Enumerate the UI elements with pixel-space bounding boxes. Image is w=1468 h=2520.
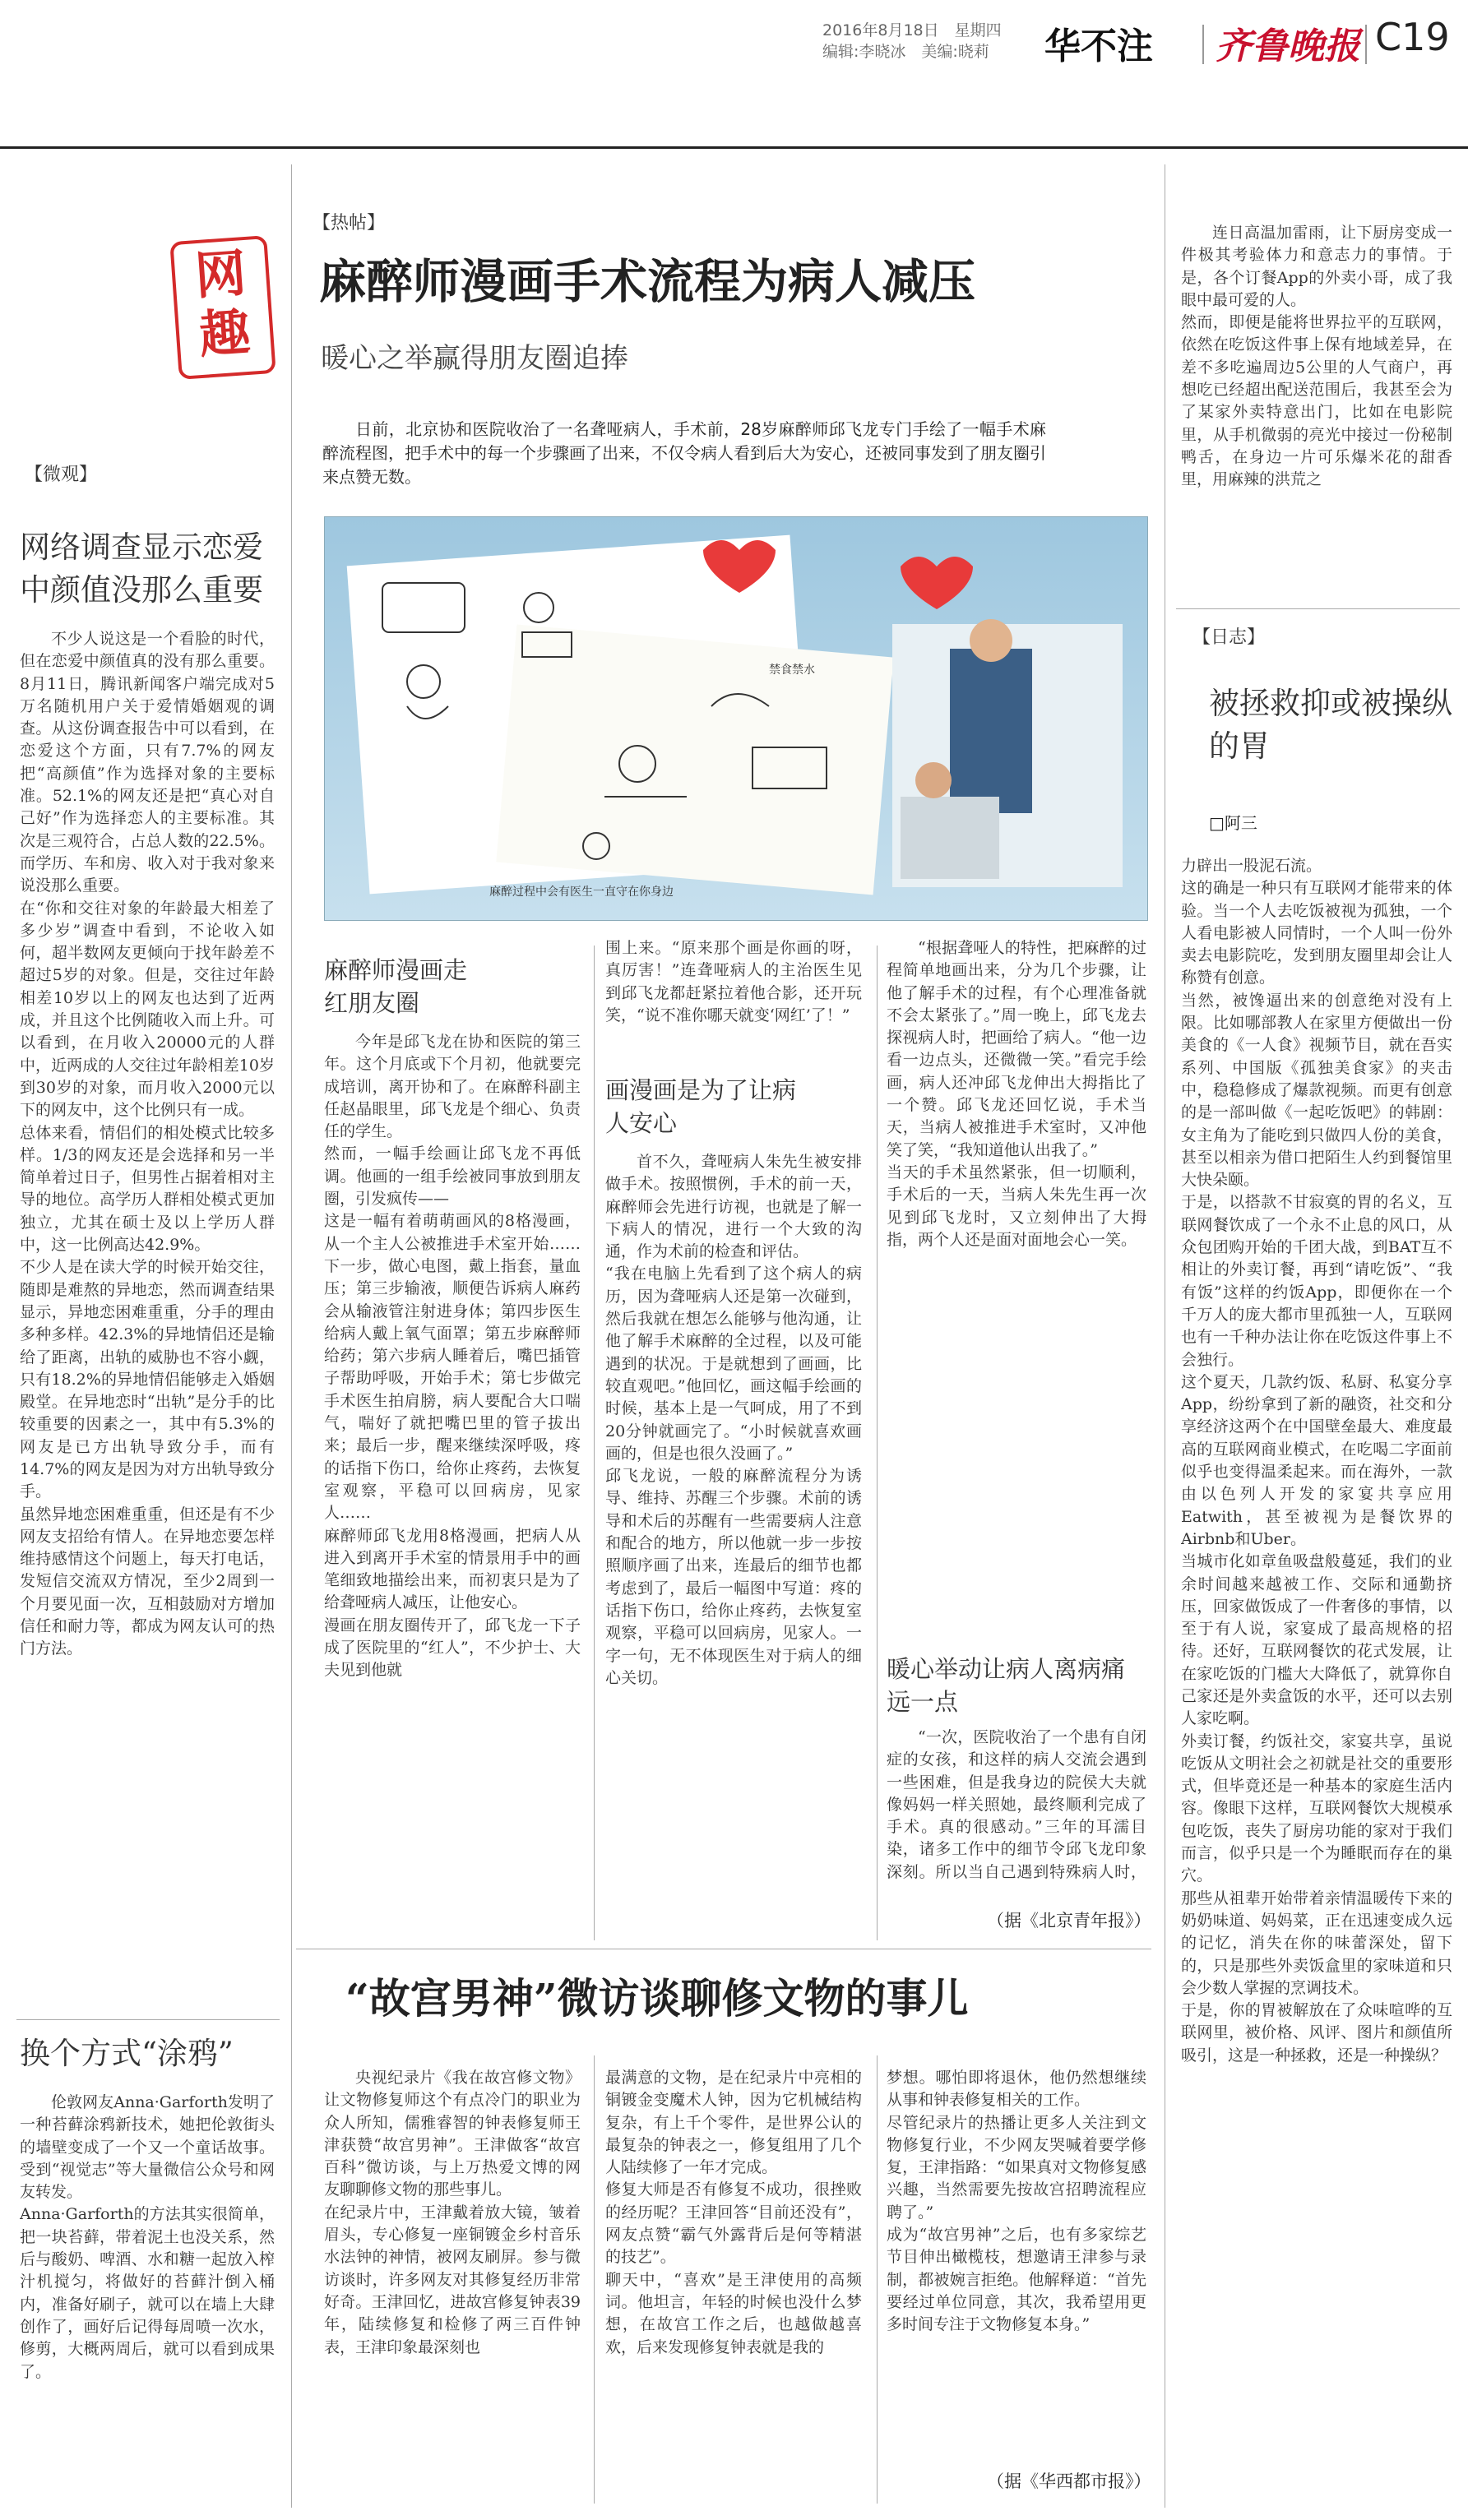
main-col2-body: 首不久，聋哑病人朱先生被安排做手术。按照惯例，手术的前一天，麻醉师会先进行访视，也就是了解一下病人的情况，进行一个大致的沟通，作为术前的检查和评估。 “我在电脑上先看到了这个病人的病历，因为聋哑病人还是第一次碰到，然后我就在想怎么能够与他沟通，让他了解手术麻醉的全过程，以及可能遇到的状况。于是就想到了画画，比较直观吧。”他回忆，画这幅手绘画的时候，基本上是一气呵成，用了不到20分钟就画完了。“小时候就喜欢画画的，但是也很久没画了。” 邱飞龙说，一般的麻醉流程分为诱导、维持、苏醒三个步骤。术前的诱导和术后的苏醒有一些需要病人注意和配合的地方，所以他就一步一步按照顺序画了出来，连最后的细节也都考虑到了，最后一幅图中写道：疼的话指下伤口，给你止疼药，去恢复室观察，平稳可以回病房，见家人。一字一句，无不体现医生对于病人的细心关切。	[605, 1153, 862, 1687]
comic-caption-right: 麻醉过程中会有医生一直守在你身边	[489, 885, 674, 899]
main-tag: 【热帖】	[313, 213, 386, 234]
left-tag: 【微观】	[25, 465, 98, 485]
patient-bed	[901, 797, 999, 879]
col-divider-left	[291, 164, 292, 2508]
right-separator	[1176, 608, 1460, 609]
header-divider	[1202, 25, 1204, 64]
col-divider-d	[877, 2055, 878, 2504]
newspaper-logo: 齐鲁晚报	[1216, 25, 1360, 67]
stamp-char-1: 网	[192, 243, 248, 307]
right-body: 力辟出一股泥石流。 这的确是一种只有互联网才能带来的体验。当一个人去吃饭被视为孤独，一个人看电影被人同情时，一个人叫一份外卖去电影院吃，发到朋友圈里却会让人称赞有创意。 当然，被馋逼出来的创意绝对没有上限。比如哪部教人在家里方便做出一份美食的《一人食》视频节目，就在吾实系列、中国版《孤独美食家》的夹击中，稳稳修成了爆款视频。而更有创意的是一部叫做《一起吃饭吧》的韩剧：女主角为了能吃到只做四人份的美食，甚至以相亲为借口把陌生人约到餐馆里大快朵颐。 于是，以搭款不甘寂寞的胃的名义，互联网餐饮成了一个永不止息的风口，从众包团购开始的千团大战，到BAT互不相让的外卖订餐，再到“请吃饭”、“我有饭”这样的约饭App，即便你在一个千万人的庞大都市里孤独一人，互联网也有一千种办法让你在吃饭这件事上不会独行。 这个夏天，几款约饭、私厨、私宴分享App，纷纷拿到了新的融资，社交和分享经济这两个在中国壁垒最大、难度最高的互联网商业模式，在吃喝二字面前似乎也变得温柔起来。而在海外，一款由以色列人开发的家宴共享应用Eatwith，甚至被视为是餐饮界的Airbnb和Uber。 当城市化如章鱼吸盘般蔓延，我们的业余时间越来越被工作、交际和通勤挤压，回家做饭成了一件奢侈的事情，以至于有人说，家宴成了最高规格的招待。还好，互联网餐饮的花式发展，让在家吃饭的门槛大大降低了，就算你自己家还是外卖盒饭的水平，还可以去别人家吃啊。 外卖订餐，约饭社交，家宴共享，虽说吃饭从文明社会之初就是社交的重要形式，但毕竟还是一种基本的家庭生活内容。像眼下这样，互联网餐饮大规模承包吃饭，丧失了厨房功能的家对于我们而言，似乎只是一个为睡眠而存在的巢穴。 那些从祖辈开始带着亲情温暖传下来的奶奶味道、妈妈菜，正在迅速变成久远的记忆，消失在你的味蕾深处，留下的，只是那些外卖饭盒里的家味道和只会少数人掌握的烹调技术。 于是，你的胃被解放在了众味喧哗的互联网里，被价格、风评、图片和颜值所吸引，这是一种拯救，还是一种操纵？	[1181, 857, 1452, 2065]
main-col3-subhead: 暖心举动让病人离病痛远一点	[887, 1655, 1126, 1716]
page-number: C19	[1375, 15, 1450, 59]
editors-credit: 编辑:李晓冰 美编:晓莉	[822, 43, 989, 61]
doctor-figure	[950, 649, 1032, 813]
col-divider-a	[594, 946, 595, 1940]
main-col3-body: “根据聋哑人的特性，把麻醉的过程简单地画出来，分为几个步骤，让他了解手术的过程，有个心理准备就不会太紧张了。”周一晚上，邱飞龙去探视病人时，把画给了病人。“他一边看一边点头，还微微一笑。”看完手绘画，病人还冲邱飞龙伸出大拇指比了一个赞。邱飞龙还回忆说，手术当天，当病人被推进手术室时，又冲他笑了笑，“我知道他认出我了。” 当天的手术虽然紧张，但一切顺利，手术后的一天，当病人朱先生再一次见到邱飞龙时，又立刻伸出了大拇指，两个人还是面对面地会心一笑。	[887, 939, 1146, 1249]
doctor-head	[970, 619, 1012, 662]
right-tag: 【日志】	[1192, 627, 1266, 648]
header-rule	[0, 146, 1468, 149]
left-headline: 网络调查显示恋爱中颜值没那么重要	[20, 529, 263, 608]
main-col3-body-2-visible: “一次，医院收治了一个患有自闭症的女孩，和这样的病人交流会遇到一些困难，但是我身边的院侯大夫就像妈妈一样关照她，最终顺利完成了手术。真的很感动。”三年的耳濡目染，诸多工作中的细节令邱飞龙印象深刻。所以当自己遇到特殊病人时，	[887, 1728, 1146, 1881]
patient-head	[915, 762, 952, 798]
left-body: 不少人说这是一个看脸的时代，但在恋爱中颜值真的没有那么重要。8月11日，腾讯新闻客户端完成对5万名随机用户关于爱情婚姻观的调查。从这份调查报告中可以看到，在恋爱这个方面，只有7.7%的网友把“高颜值”作为选择对象的主要标准。52.1%的网友还是把“真心对自己好”作为选择恋人的主要标准。其次是三观符合，占总人数的22.5%。而学历、车和房、收入对于我对象来说没那么重要。 在“你和交往对象的年龄最大相差了多少岁”调查中看到，不论收入如何，超半数网友更倾向于找年龄差不超过5岁的对象。但是，交往过年龄相差10岁以上的网友也达到了近两成，并且这个比例随收入而上升。可以看到，在月收入20000元的人群中，近两成的人交往过年龄相差10岁到30岁的对象，而月收入2000元以下的网友中，这个比例只有一成。 总体来看，情侣们的相处模式比较多样。1/3的网友还是会选择和另一半简单着过日子，但男性占据着相对主导的地位。高学历人群相处模式更加独立，尤其在硕士及以上学历人群中，这一比例高达42.9%。 不少人是在读大学的时候开始交往，随即是难熬的异地恋，然而调查结果显示，异地恋困难重重，分手的理由多种多样。42.3%的异地情侣还是输给了距离，出轨的威胁也不容小觑，只有18.2%的异地情侣能够走入婚姻殿堂。在异地恋时“出轨”是分手的比较重要的因素之一，其中有5.3%的网友是已方出轨导致分手，而有14.7%的网友是因为对方出轨导致分手。 虽然异地恋困难重重，但还是有不少网友支招给有情人。在异地恋要怎样维持感情这个问题上，每天打电话，发短信交流双方情况，至少2周到一个月要见面一次，互相鼓励对方增加信任和耐力等，都成为网友认可的热门方法。	[20, 630, 275, 1658]
comic-illustration	[325, 517, 1147, 920]
comic-sheet-2	[496, 625, 894, 895]
left-separator	[16, 2019, 280, 2020]
header-divider-2	[1365, 25, 1367, 64]
left-body-2: 伦敦网友Anna·Garforth发明了一种苔藓涂鸦新技术，她把伦敦街头的墙壁变成了一个又一个童话故事。受到“视觉志”等大量微信公众号和网友转发。 Anna·Garforth的方法其实很简单，把一块苔藓，带着泥土也没关系，然后与酸奶、啤酒、水和糖一起放入榨汁机搅匀，将做好的苔藓汁倒入桶内，准备好刷子，就可以在墙上大肆创作了，画好后记得每周喷一次水，修剪，大概两周后，就可以看到成果了。	[20, 2093, 275, 2381]
main-col1-subhead: 麻醉师漫画走红朋友圈	[324, 956, 468, 1017]
col-divider-c	[594, 2055, 595, 2504]
right-byline: □阿三	[1209, 813, 1257, 833]
heart-shape-2	[901, 557, 973, 609]
right-top-body: 连日高温加雷雨，让下厨房变成一件极其考验体力和意志力的事情。于是，各个订餐App的外卖小哥，成了我眼中最可爱的人。 然而，即便是能将世界拉平的互联网，依然在吃饭这件事上保有地域差异，在差不多吃遍周边5公里的人气商户，再想吃已经超出配送范围后，我甚至会为了某家外卖特意出门，比如在电影院里，从手机微弱的亮光中接过一份秘制鸭舌，在身边一片可乐爆米花的甜香里，用麻辣的洪荒之	[1181, 224, 1452, 489]
issue-date: 2016年8月18日 星期四	[822, 21, 1002, 39]
stamp-seal	[169, 235, 276, 380]
col-divider-b	[877, 946, 878, 1940]
left-headline-2: 换个方式“涂鸦”	[20, 2036, 234, 2071]
gugong-col2: 最满意的文物，是在纪录片中亮相的铜镀金变魔术人钟，因为它机械结构复杂，有上千个零件，是世界公认的最复杂的钟表之一，修复组用了几个人陆续修了一年才完成。 修复大师是否有修复不成功，很挫败的经历呢？王津回答“目前还没有”，网友点赞“霸气外露背后是何等精湛的技艺”。 聊天中，“喜欢”是王津使用的高频词。他坦言，年轻的时候也没什么梦想，在故宫工作之后，也越做越喜欢，后来发现修复钟表就是我的	[605, 2069, 862, 2356]
gugong-headline: “故宫男神”微访谈聊修文物的事儿	[345, 1974, 969, 2023]
gugong-col3: 梦想。哪怕即将退休，他仍然想继续从事和钟表修复相关的工作。 尽管纪录片的热播让更多人关注到文物修复行业，不少网友哭喊着要学修复，王津指路：“如果真对文物修复感兴趣，当然需要先按故宫招聘流程应聘了。” 成为“故宫男神”之后，也有多家综艺节目伸出橄榄枝，想邀请王津参与录制，都被婉言拒绝。他解释道：“首先要经过单位同意，其次，我希望用更多时间专注于文物修复本身。”	[887, 2069, 1146, 2334]
main-col2-subhead: 画漫画是为了让病人安心	[605, 1076, 797, 1137]
gugong-col1: 央视纪录片《我在故宫修文物》让文物修复师这个有点冷门的职业为众人所知，儒雅睿智的钟表修复师王津获赞“故宫男神”。王津做客“故宫百科”微访谈，与上万热爱文博的网友聊聊修文物的那些事儿。 在纪录片中，王津戴着放大镜，皱着眉头，专心修复一座铜镀金乡村音乐水法钟的神情，被网友刷屏。参与微访谈时，许多网友对其修复经历非常好奇。王津回忆，进故宫修复钟表39年，陆续修复和检修了两三百件钟表，王津印象最深刻也	[324, 2069, 581, 2356]
main-headline: 麻醉师漫画手术流程为病人减压	[319, 254, 975, 309]
main-col2-top: 围上来。“原来那个画是你画的呀，真厉害！”连聋哑病人的主治医生见到邱飞龙都赶紧拉着他合影，还开玩笑，“说不准你哪天就变‘网红’了！”	[605, 939, 862, 1024]
main-source: （据《北京青年报》）	[987, 1911, 1151, 1930]
right-headline: 被拯救抑或被操纵的胃	[1209, 686, 1452, 764]
section-title: 华不注	[1044, 25, 1153, 67]
stamp-char-2: 趣	[197, 301, 252, 365]
comic-caption-left: 禁食禁水	[769, 664, 815, 677]
comic-photo	[324, 516, 1148, 921]
main-col1-body: 今年是邱飞龙在协和医院的第三年。这个月底或下个月初，他就要完成培训，离开协和了。在麻醉科副主任赵晶眼里，邱飞龙是个细心、负责任的学生。 然而，一幅手绘画让邱飞龙不再低调。他画的一组手绘被同事放到朋友圈，引发疯传—— 这是一幅有着萌萌画风的8格漫画，从一个主人公被推进手术室开始……下一步，做心电图，戴上指套，量血压；第三步输液，顺便告诉病人麻药会从输液管注射进身体；第四步医生给病人戴上氧气面罩；第五步麻醉师给药；第六步病人睡着后，嘴巴插管子帮助呼吸，开始手术；第七步做完手术医生拍肩膀，病人要配合大口喘气，喘好了就把嘴巴里的管子拔出来；最后一步，醒来继续深呼吸，疼的话指下伤口，给你止疼药，去恢复室观察，平稳可以回病房，见家人…… 麻醉师邱飞龙用8格漫画，把病人从进入到离开手术室的情景用手中的画笔细致地描绘出来，而初衷只是为了给聋哑病人减压，让他安心。 漫画在朋友圈传开了，邱飞龙一下子成了医院里的“红人”，不少护士、大夫见到他就	[324, 1033, 581, 1680]
main-lead: 日前，北京协和医院收治了一名聋哑病人，手术前，28岁麻醉师邱飞龙专门手绘了一幅手术麻醉流程图，把手术中的每一个步骤画了出来，不仅令病人看到后大为安心，还被同事发到了朋友圈引来点赞无数。	[322, 419, 1046, 487]
main-subhead: 暖心之举赢得朋友圈追捧	[321, 342, 628, 375]
gugong-source: （据《华西都市报》）	[987, 2471, 1151, 2491]
